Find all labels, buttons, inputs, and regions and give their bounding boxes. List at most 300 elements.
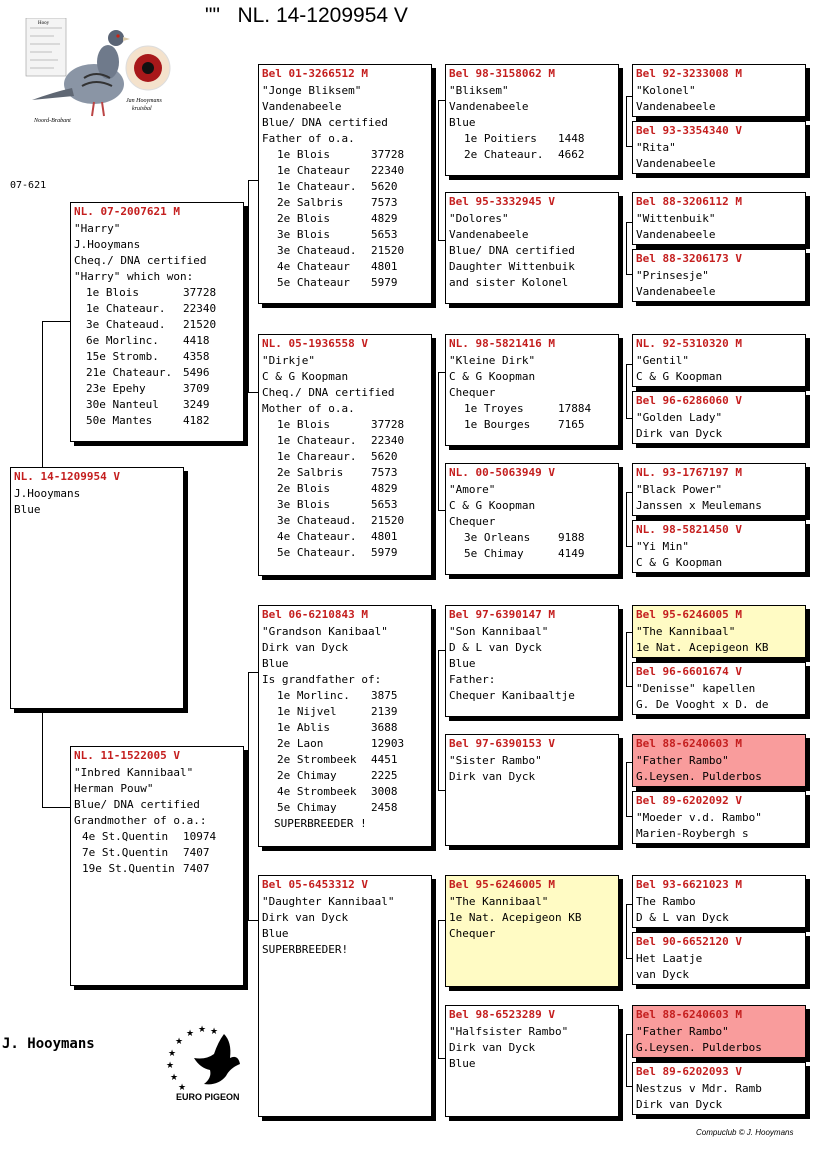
pedigree-line: The Rambo — [636, 895, 696, 908]
pedigree-line: Dirk van Dyck — [636, 1098, 723, 1111]
connector — [248, 392, 258, 393]
ring-number: NL. 07-2007621 M — [74, 205, 180, 218]
gg-grandparent-card[interactable] — [632, 734, 806, 787]
gg-grandparent-card[interactable] — [632, 791, 806, 844]
result-row — [259, 481, 431, 497]
pedigree-line: "Father Rambo" — [636, 754, 729, 767]
connector — [438, 100, 445, 101]
result-birds: 3709 — [183, 382, 210, 395]
pedigree-title — [205, 4, 408, 28]
grandparent-card[interactable] — [258, 64, 432, 304]
result-birds: 5653 — [371, 498, 398, 511]
pedigree-line: Blue/ DNA certified — [449, 244, 575, 257]
gg-grandparent-card[interactable] — [632, 875, 806, 928]
pedigree-line: "Halfsister Rambo" — [449, 1025, 569, 1038]
result-birds: 3688 — [371, 721, 398, 734]
result-birds: 2458 — [371, 801, 398, 814]
mother-card[interactable] — [70, 746, 244, 986]
ring-number: Bel 98-6523289 V — [449, 1008, 555, 1021]
pedigree-line: Dirk van Dyck — [262, 911, 349, 924]
ring-number: Bel 96-6601674 V — [636, 665, 742, 678]
result-race: 6e Morlinc. — [86, 334, 159, 347]
ring-number: Bel 88-6240603 M — [636, 737, 742, 750]
pedigree-line: "Jonge Bliksem" — [262, 84, 362, 97]
result-race: 2e Salbris — [277, 196, 344, 209]
pedigree-line: G. De Vooght x D. de — [636, 698, 769, 711]
result-birds: 4182 — [183, 414, 210, 427]
connector — [626, 904, 627, 958]
gg-grandparent-card[interactable] — [632, 64, 806, 117]
ring-number: Bel 96-6286060 V — [636, 394, 742, 407]
logo-text-brabant: Noord-Brabant — [34, 118, 71, 124]
pedigree-line: "Dirkje" — [262, 354, 315, 367]
pedigree-line: Blue — [449, 116, 476, 129]
ring-number: Bel 93-6621023 M — [636, 878, 742, 891]
result-race: 1e Bourges — [464, 418, 531, 431]
reference-code: 07-621 — [10, 180, 47, 191]
great-grandparent-card[interactable] — [445, 334, 619, 446]
connector — [248, 920, 258, 921]
connector — [438, 790, 445, 791]
gg-grandparent-card[interactable] — [632, 249, 806, 302]
pedigree-line: Vandenabeele — [636, 100, 716, 113]
result-birds: 4662 — [558, 148, 585, 161]
result-race: 5e Chimay — [464, 547, 524, 560]
pedigree-line: "Harry" — [74, 222, 121, 235]
result-race: 4e St.Quentin — [82, 830, 169, 843]
result-race: 3e Orleans — [464, 531, 531, 544]
result-birds: 2139 — [371, 705, 398, 718]
result-birds: 10974 — [183, 830, 217, 843]
result-birds: 5620 — [371, 180, 398, 193]
result-row — [259, 433, 431, 449]
pedigree-line: "Kleine Dirk" — [449, 354, 536, 367]
pedigree-line: Grandmother of o.a.: — [74, 814, 207, 827]
result-row — [259, 752, 431, 768]
great-grandparent-card[interactable] — [445, 64, 619, 176]
pedigree-line: "Father Rambo" — [636, 1025, 729, 1038]
result-race: 23e Epehy — [86, 382, 146, 395]
result-row — [259, 147, 431, 163]
result-row — [446, 147, 618, 163]
connector — [248, 672, 258, 673]
connector — [42, 321, 43, 469]
svg-text:★: ★ — [210, 1027, 219, 1037]
pedigree-line: "Rita" — [636, 141, 676, 154]
pedigree-line: "Kolonel" — [636, 84, 696, 97]
owner-name: J. Hooymans — [2, 1036, 95, 1052]
result-row — [446, 546, 618, 562]
result-birds: 21520 — [183, 318, 217, 331]
result-race: 1e Blois — [86, 286, 139, 299]
result-race: 2e Chateaur. — [464, 148, 544, 161]
ring-number: Bel 01-3266512 M — [262, 67, 368, 80]
pedigree-line: C & G Koopman — [636, 556, 723, 569]
ring-number: Bel 05-6453312 V — [262, 878, 368, 891]
grandparent-card[interactable] — [258, 605, 432, 847]
connector — [438, 240, 445, 241]
result-birds: 3249 — [183, 398, 210, 411]
result-birds: 5496 — [183, 366, 210, 379]
result-birds: 5653 — [371, 228, 398, 241]
result-birds: 7407 — [183, 862, 210, 875]
ring-number: Bel 90-6652120 V — [636, 935, 742, 948]
ring-number: Bel 95-3332945 V — [449, 195, 555, 208]
result-birds: 22340 — [371, 164, 405, 177]
gg-grandparent-card[interactable] — [632, 192, 806, 245]
result-row — [259, 417, 431, 433]
connector — [438, 372, 445, 373]
ring-number: NL. 93-1767197 M — [636, 466, 742, 479]
result-race: 3e Blois — [277, 228, 330, 241]
result-row — [259, 259, 431, 275]
pedigree-line: SUPERBREEDER! — [262, 943, 349, 956]
pedigree-line: Blue — [449, 657, 476, 670]
result-row — [259, 497, 431, 513]
result-birds: 7573 — [371, 196, 398, 209]
svg-text:★: ★ — [168, 1049, 177, 1059]
pedigree-line: van Dyck — [636, 968, 689, 981]
pedigree-line: "Wittenbuik" — [636, 212, 716, 225]
result-row — [446, 401, 618, 417]
result-row — [259, 179, 431, 195]
euro-pigeon-text: EURO PIGEON — [176, 1092, 240, 1102]
result-race: 5e Chateaur. — [277, 546, 357, 559]
pedigree-line: "Grandson Kanibaal" — [262, 625, 388, 638]
connector — [248, 180, 258, 181]
pedigree-line: "Harry" which won: — [74, 270, 194, 283]
result-row — [259, 513, 431, 529]
pedigree-line: C & G Koopman — [636, 370, 723, 383]
svg-text:★: ★ — [198, 1025, 207, 1035]
result-race: 3e Chateaud. — [277, 514, 357, 527]
ring-number: NL. 00-5063949 V — [449, 466, 555, 479]
loft-logo — [24, 18, 174, 128]
result-birds: 2225 — [371, 769, 398, 782]
pedigree-line: G.Leysen. Pulderbos — [636, 770, 762, 783]
result-birds: 37728 — [371, 418, 405, 431]
result-birds: 37728 — [183, 286, 217, 299]
result-row — [71, 365, 243, 381]
pedigree-line: 1e Nat. Acepigeon KB — [449, 911, 582, 924]
pedigree-line: "Golden Lady" — [636, 411, 723, 424]
pedigree-line: Blue/ DNA certified — [262, 116, 388, 129]
result-row — [259, 449, 431, 465]
result-race: 19e St.Quentin — [82, 862, 175, 875]
connector — [438, 920, 445, 921]
pedigree-line: and sister Kolonel — [449, 276, 569, 289]
great-grandparent-card[interactable] — [445, 1005, 619, 1117]
pedigree-line: Dirk van Dyck — [449, 770, 536, 783]
pedigree-line: Vandenabeele — [262, 100, 342, 113]
result-race: 1e Chareaur. — [277, 450, 357, 463]
result-row — [71, 285, 243, 301]
connector — [626, 222, 627, 274]
pedigree-line: Janssen x Meulemans — [636, 499, 762, 512]
result-race: 30e Nanteul — [86, 398, 159, 411]
ring-number: NL. 92-5310320 M — [636, 337, 742, 350]
result-row — [71, 301, 243, 317]
result-race: 50e Mantes — [86, 414, 153, 427]
result-birds: 17884 — [558, 402, 592, 415]
ring-number: NL. 11-1522005 V — [74, 749, 180, 762]
result-row — [259, 227, 431, 243]
result-row — [71, 845, 243, 861]
result-birds: 3008 — [371, 785, 398, 798]
ring-number: Bel 95-6246005 M — [636, 608, 742, 621]
result-birds: 21520 — [371, 244, 405, 257]
pedigree-line: 1e Nat. Acepigeon KB — [636, 641, 769, 654]
pedigree-line: Is grandfather of: — [262, 673, 382, 686]
great-grandparent-card[interactable] — [445, 734, 619, 846]
result-race: 1e Poitiers — [464, 132, 537, 145]
connector — [42, 712, 43, 808]
grandparent-card[interactable] — [258, 875, 432, 1117]
gg-grandparent-card[interactable] — [632, 520, 806, 573]
result-race: 2e Salbris — [277, 466, 344, 479]
pedigree-line: "Denisse" kapellen — [636, 682, 756, 695]
father-card[interactable] — [70, 202, 244, 442]
pigeon-logo-icon — [24, 18, 174, 128]
result-birds: 4801 — [371, 260, 398, 273]
ring-number: Bel 97-6390153 V — [449, 737, 555, 750]
svg-text:★: ★ — [170, 1073, 179, 1083]
pedigree-line: Herman Pouw" — [74, 782, 154, 795]
result-race: 5e Chimay — [277, 801, 337, 814]
logo-text-kruisbal: kruisbal — [132, 106, 152, 112]
result-birds: 7573 — [371, 466, 398, 479]
result-race: 5e Chateaur — [277, 276, 350, 289]
connector — [438, 920, 439, 1058]
result-row — [259, 211, 431, 227]
result-row — [259, 529, 431, 545]
ring-number: Bel 93-3354340 V — [636, 124, 742, 137]
pedigree-line: Vandenabeele — [636, 228, 716, 241]
result-row — [446, 417, 618, 433]
pedigree-line: Vandenabeele — [449, 228, 529, 241]
pedigree-line: Nestzus v Mdr. Ramb — [636, 1082, 762, 1095]
result-row — [259, 800, 431, 816]
pedigree-line: "Daughter Kannibaal" — [262, 895, 395, 908]
result-birds: 1448 — [558, 132, 585, 145]
great-grandparent-card[interactable] — [445, 605, 619, 717]
result-race: 3e Chateaud. — [277, 244, 357, 257]
result-race: 1e Chateaur. — [86, 302, 166, 315]
result-birds: 4829 — [371, 482, 398, 495]
pedigree-line: Blue — [262, 927, 289, 940]
connector — [626, 492, 627, 546]
result-race: 7e St.Quentin — [82, 846, 169, 859]
result-race: 2e Laon — [277, 737, 324, 750]
ring-number: Bel 92-3233008 M — [636, 67, 742, 80]
connector — [42, 321, 70, 322]
pedigree-line: Het Laatje — [636, 952, 703, 965]
pedigree-line: C & G Koopman — [262, 370, 349, 383]
result-row — [259, 688, 431, 704]
pedigree-line: "Amore" — [449, 483, 496, 496]
result-race: 1e Troyes — [464, 402, 524, 415]
pedigree-line: D & L van Dyck — [636, 911, 729, 924]
gg-grandparent-card[interactable] — [632, 1062, 806, 1115]
ring-number: Bel 88-3206112 M — [636, 195, 742, 208]
pedigree-line: Marien-Roybergh s — [636, 827, 749, 840]
subject-ring: NL. 14-1209954 V — [14, 470, 120, 483]
ring-number: NL. 98-5821416 M — [449, 337, 555, 350]
connector — [626, 762, 627, 816]
pedigree-line: "Bliksem" — [449, 84, 509, 97]
gg-grandparent-card[interactable] — [632, 121, 806, 174]
pedigree-line: D & L van Dyck — [449, 641, 542, 654]
pedigree-line: Blue/ DNA certified — [74, 798, 200, 811]
pedigree-line: "Dolores" — [449, 212, 509, 225]
result-race: 1e Nijvel — [277, 705, 337, 718]
result-birds: 4451 — [371, 753, 398, 766]
result-birds: 7407 — [183, 846, 210, 859]
result-row — [259, 768, 431, 784]
gg-grandparent-card[interactable] — [632, 391, 806, 444]
result-row — [71, 317, 243, 333]
great-grandparent-card[interactable] — [445, 875, 619, 987]
connector — [626, 96, 627, 146]
result-row — [259, 784, 431, 800]
pedigree-line: "Sister Rambo" — [449, 754, 542, 767]
gg-grandparent-card[interactable] — [632, 1005, 806, 1058]
result-row — [71, 413, 243, 429]
result-birds: 5979 — [371, 276, 398, 289]
result-row — [259, 704, 431, 720]
result-birds: 21520 — [371, 514, 405, 527]
result-row — [259, 545, 431, 561]
footer-credit: Compuclub © J. Hooymans — [696, 1128, 794, 1137]
svg-text:★: ★ — [186, 1029, 195, 1039]
euro-pigeon-logo — [160, 1024, 246, 1106]
pedigree-line: Cheq./ DNA certified — [74, 254, 207, 267]
ring-number: Bel 88-3206173 V — [636, 252, 742, 265]
euro-pigeon-icon — [160, 1024, 246, 1094]
ring-number: Bel 95-6246005 M — [449, 878, 555, 891]
pedigree-line: Blue — [449, 1057, 476, 1070]
connector — [438, 100, 439, 240]
result-race: 1e Ablis — [277, 721, 330, 734]
grandparent-card[interactable] — [258, 334, 432, 576]
connector — [42, 807, 70, 808]
result-row — [259, 275, 431, 291]
result-race: 4e Strombeek — [277, 785, 357, 798]
result-row — [446, 530, 618, 546]
result-birds: 9188 — [558, 531, 585, 544]
connector — [438, 650, 439, 790]
pedigree-line: Dirk van Dyck — [449, 1041, 536, 1054]
connector — [248, 672, 249, 920]
pedigree-line: Blue — [262, 657, 289, 670]
pedigree-line: C & G Koopman — [449, 370, 536, 383]
logo-text-jan: Jan Hooymans — [126, 98, 162, 104]
ring-number: Bel 89-6202092 V — [636, 794, 742, 807]
result-birds: 22340 — [183, 302, 217, 315]
result-race: 2e Blois — [277, 212, 330, 225]
result-race: 3e Chateaud. — [86, 318, 166, 331]
result-row — [259, 195, 431, 211]
result-birds: 5620 — [371, 450, 398, 463]
pedigree-line: Chequer — [449, 927, 496, 940]
result-row — [71, 381, 243, 397]
result-row — [446, 131, 618, 147]
result-birds: 22340 — [371, 434, 405, 447]
pedigree-line: Daughter Wittenbuik — [449, 260, 575, 273]
gg-grandparent-card[interactable] — [632, 334, 806, 387]
result-race: 4e Chateaur. — [277, 530, 357, 543]
result-race: 21e Chateaur. — [86, 366, 173, 379]
logo-text-hooy: Hooy — [38, 21, 50, 26]
result-race: 1e Morlinc. — [277, 689, 350, 702]
pedigree-line: Father of o.a. — [262, 132, 355, 145]
pedigree-line: Vandenabeele — [449, 100, 529, 113]
ring-number: Bel 88-6240603 M — [636, 1008, 742, 1021]
pedigree-line: "Inbred Kannibaal" — [74, 766, 194, 779]
ring-number: NL. 98-5821450 V — [636, 523, 742, 536]
result-birds: 37728 — [371, 148, 405, 161]
pedigree-line: "Prinsesje" — [636, 269, 709, 282]
svg-text:★: ★ — [166, 1061, 175, 1071]
result-birds: 4358 — [183, 350, 210, 363]
result-birds: 3875 — [371, 689, 398, 702]
pedigree-line: G.Leysen. Pulderbos — [636, 1041, 762, 1054]
connector — [438, 1058, 445, 1059]
result-race: 1e Chateaur — [277, 164, 350, 177]
ring-number: Bel 89-6202093 V — [636, 1065, 742, 1078]
pedigree-line: "Yi Min" — [636, 540, 689, 553]
subject-pigeon-card[interactable] — [10, 467, 184, 709]
gg-grandparent-card[interactable] — [632, 463, 806, 516]
ring-number: Bel 98-3158062 M — [449, 67, 555, 80]
result-race: 2e Blois — [277, 482, 330, 495]
connector — [626, 632, 627, 686]
title-quote: "" — [205, 4, 220, 27]
gg-grandparent-card[interactable] — [632, 932, 806, 985]
gg-grandparent-card[interactable] — [632, 662, 806, 715]
gg-grandparent-card[interactable] — [632, 605, 806, 658]
svg-text:★: ★ — [178, 1083, 187, 1093]
result-birds: 4418 — [183, 334, 210, 347]
result-race: 1e Chateaur. — [277, 180, 357, 193]
pedigree-line: Mother of o.a. — [262, 402, 355, 415]
great-grandparent-card[interactable] — [445, 192, 619, 304]
result-race: 15e Stromb. — [86, 350, 159, 363]
result-row — [71, 397, 243, 413]
pedigree-line: C & G Koopman — [449, 499, 536, 512]
pedigree-line: "Moeder v.d. Rambo" — [636, 811, 762, 824]
pedigree-line: J.Hooymans — [74, 238, 141, 251]
pedigree-line: "The Kannibaal" — [636, 625, 736, 638]
result-birds: 4801 — [371, 530, 398, 543]
result-race: 4e Chateaur — [277, 260, 350, 273]
ring-number: Bel 97-6390147 M — [449, 608, 555, 621]
great-grandparent-card[interactable] — [445, 463, 619, 575]
result-birds: 7165 — [558, 418, 585, 431]
result-race: 1e Blois — [277, 418, 330, 431]
pedigree-line: Dirk van Dyck — [262, 641, 349, 654]
pedigree-line: Chequer Kanibaaltje — [449, 689, 575, 702]
subject-color: Blue — [14, 503, 41, 516]
result-row — [71, 861, 243, 877]
pedigree-line: Chequer — [449, 386, 496, 399]
connector — [438, 372, 439, 510]
pedigree-line: "Son Kannibaal" — [449, 625, 549, 638]
pedigree-line: "Gentil" — [636, 354, 689, 367]
pedigree-line: Vandenabeele — [636, 157, 716, 170]
result-row — [71, 829, 243, 845]
result-race: 3e Blois — [277, 498, 330, 511]
